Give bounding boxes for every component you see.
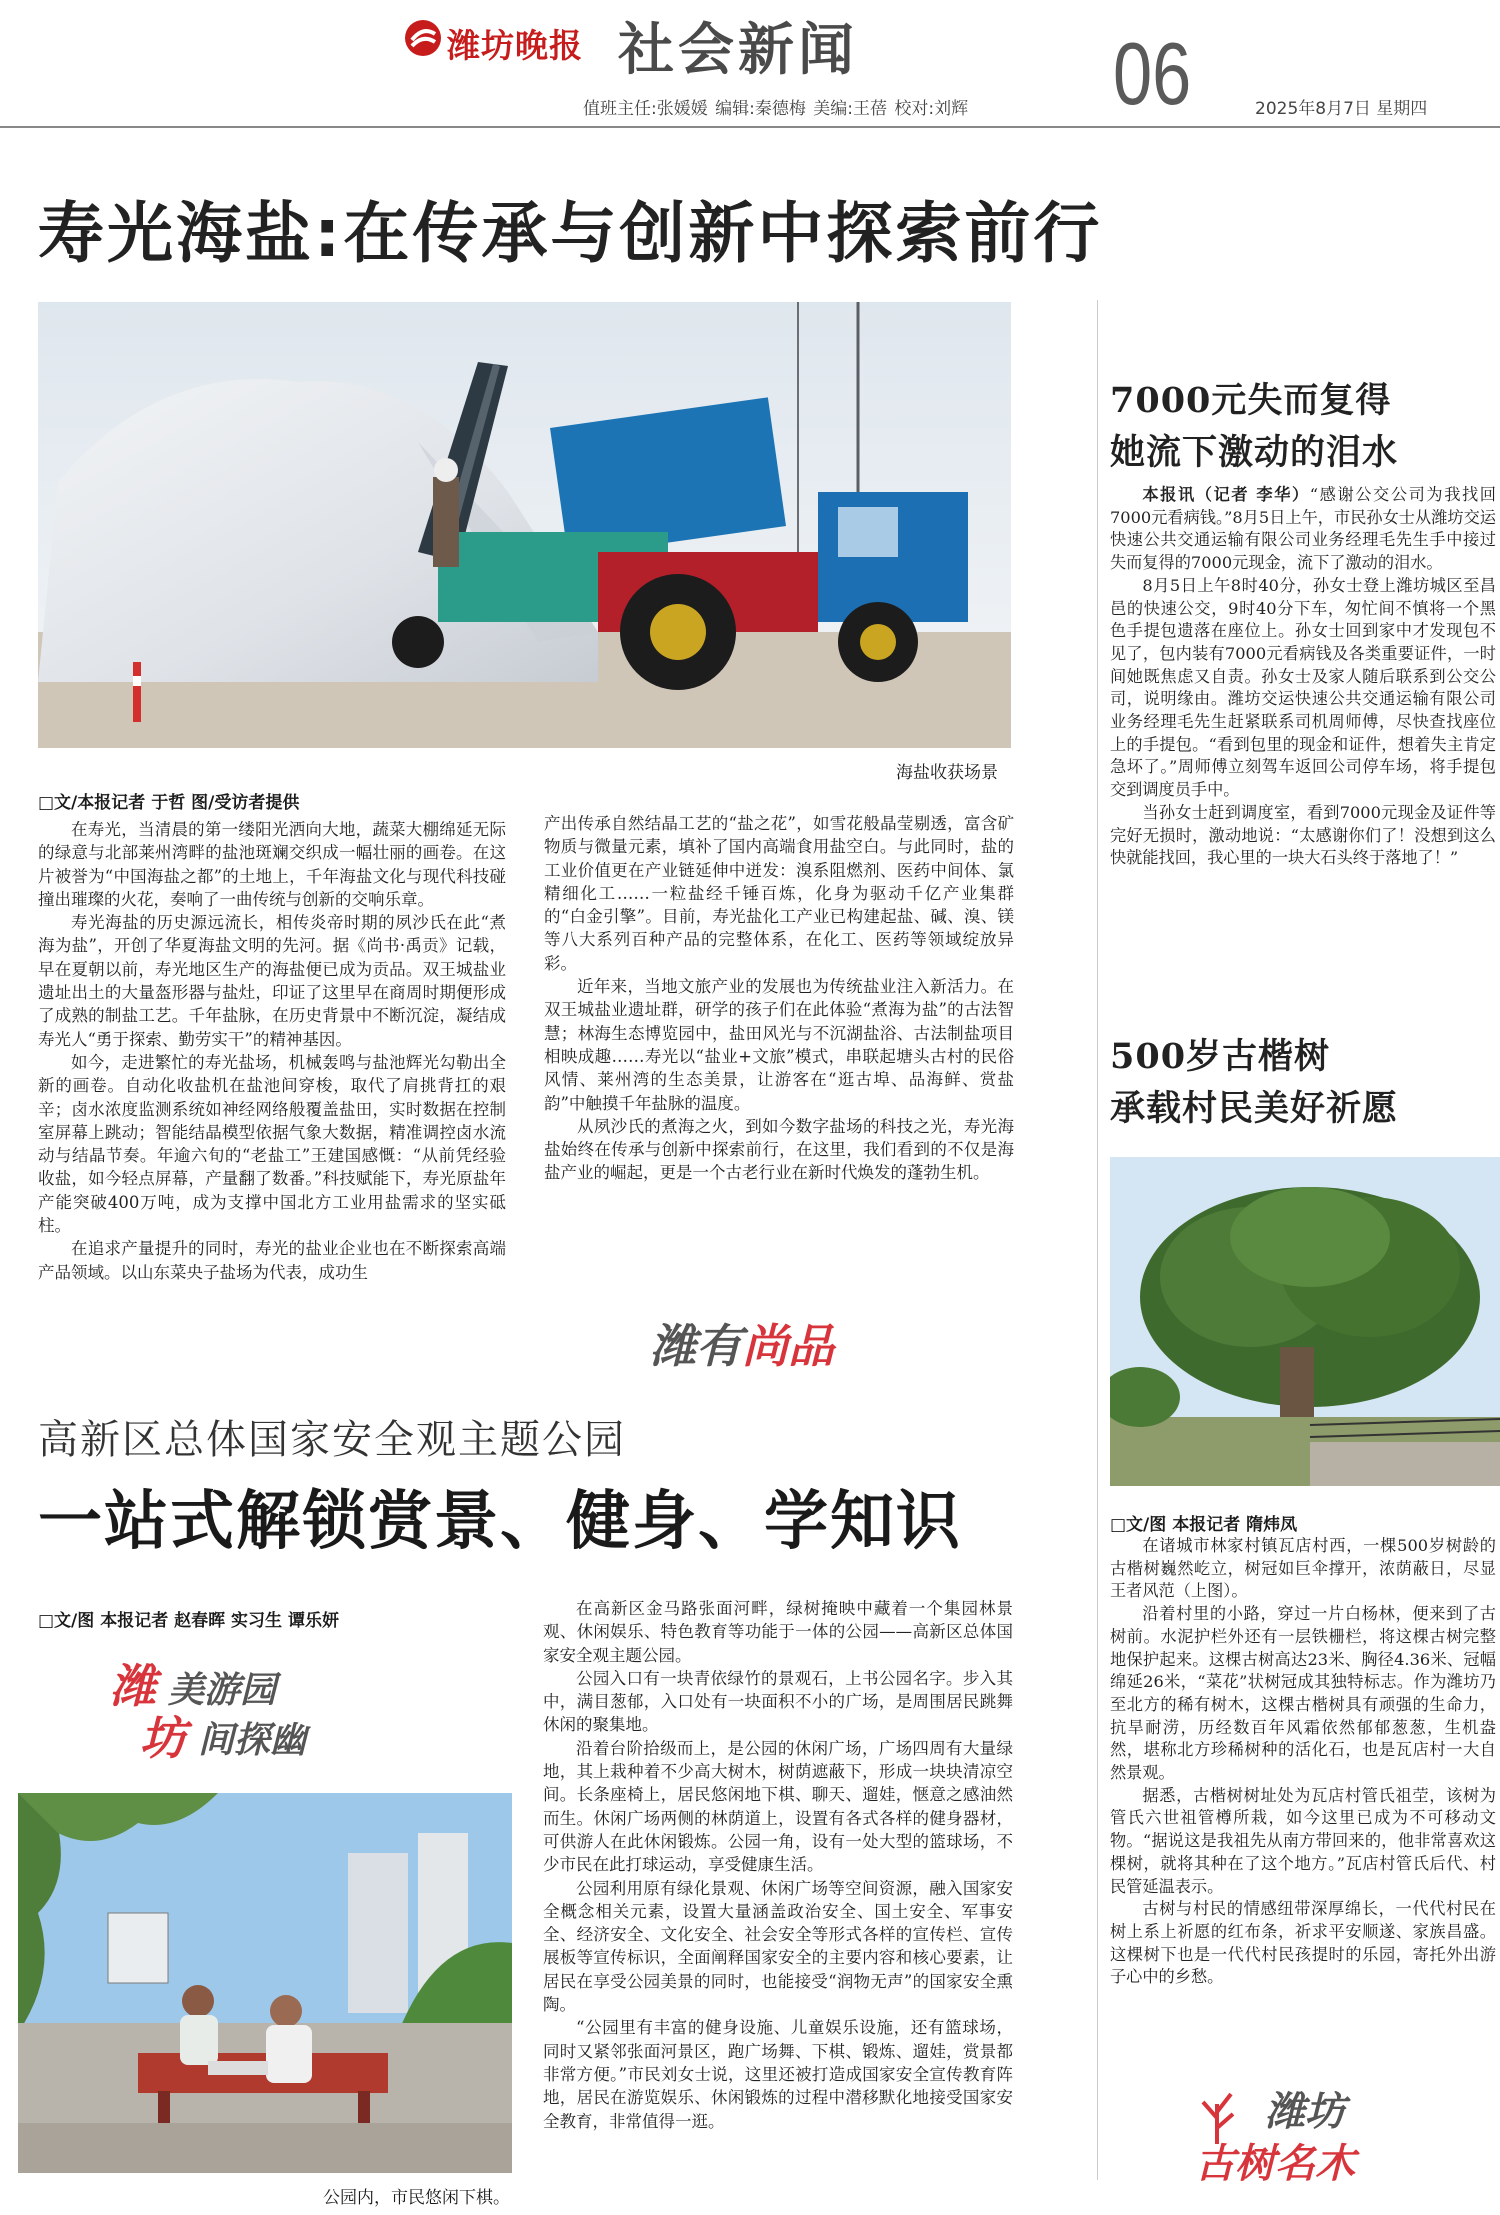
paragraph: 产出传承自然结晶工艺的“盐之花”，如雪花般晶莹剔透，富含矿物质与微量元素，填补了国内高端食用盐空白。与此同时，盐的工业价值更在产业链延伸中迸发：溴系阻燃剂、医药中间体、氯精细化工……一粒盐经千锤百炼，化身为驱动千亿产业集群的“白金引擎”。目前，寿光盐化工产业已构建起盐、碱、溴、镁等八大系列百种产品的完整体系，在化工、医药等领域绽放异彩。 — [544, 814, 1014, 973]
logo-text: 尚品 — [742, 1319, 834, 1373]
logo-text: 潍有 — [650, 1319, 742, 1373]
logo-text: 间探幽 — [198, 1720, 307, 1761]
paragraph: 古树与村民的情感纽带深厚绵长，一代代村民在树上系上祈愿的红布条，祈求平安顺遂、家族昌盛。这棵树下也是一代代村民孩提时的乐园，寄托外出游子心中的乡愁。 — [1110, 1899, 1496, 1987]
lost-money-headline — [1110, 375, 1398, 479]
park-kicker: 高新区总体国家安全观主题公园 — [38, 1417, 626, 1463]
headline-line: 7000元失而复得 — [1110, 380, 1392, 421]
paragraph: 公园利用原有绿化景观、休闲广场等空间资源，融入国家安全概念相关元素，设置大量涵盖政治安全、国土安全、军事安全、经济安全、文化安全、社会安全等形式各样的宣传栏、宣传展板等宣传标识，全面阐释国家安全的主要内容和核心要素，让居民在享受公园美景的同时，也能接受“润物无声”的国家安全熏陶。 — [543, 1878, 1013, 2015]
column-divider — [1097, 300, 1098, 2180]
section-title: 社会新闻 — [618, 17, 858, 83]
ancient-tree-photo — [1110, 1157, 1500, 1486]
logo-text: 潍 — [110, 1659, 156, 1713]
paragraph: 公园入口有一块青依绿竹的景观石，上书公园名字。步入其中，满目葱郁，入口处有一块面积不小的广场，是周围居民跳舞休闲的聚集地。 — [543, 1668, 1013, 1735]
paragraph: 据悉，古楷树树址处为瓦店村管氏祖茔，该树为管氏六世祖管樽所栽，如今这里已成为不可移动文物。“据说这是我祖先从南方带回来的，他非常喜欢这棵树，就将其种在了这个地方。”瓦店村管氏后代、村民管延温表示。 — [1110, 1785, 1496, 1896]
paragraph: 在诸城市林家村镇瓦店村西，一棵500岁树龄的古楷树巍然屹立，树冠如巨伞撑开，浓荫蔽日，尽显王者风范（上图）。 — [1110, 1536, 1496, 1601]
column-logo — [650, 1310, 834, 1376]
lead-text: “感谢公交公司为我找回7000元看病钱。”8月5日上午，市民孙女士从潍坊交运快速公共交通运输有限公司业务经理毛先生手中接过失而复得的7000元现金，流下了激动的泪水。 — [1110, 485, 1496, 573]
paragraph: 如今，走进繁忙的寿光盐场，机械轰鸣与盐池辉光勾勒出全新的画卷。自动化收盐机在盐池间穿梭，取代了肩挑背扛的艰辛；卤水浓度监测系统如神经网络般覆盖盐田，实时数据在控制室屏幕上跳动；智能结晶模型依据气象大数据，精准调控卤水流动与结晶节奏。年逾六旬的“老盐工”王建国感慨：“从前凭经验收盐，如今轻点屏幕，产量翻了数番。”科技赋能下，寿光原盐年产能突破400万吨，成为支撑中国北方工业用盐需求的坚实砥柱。 — [38, 1052, 506, 1236]
page-number: 06 — [1113, 24, 1192, 123]
article-column — [1110, 1535, 1496, 2071]
article-column — [544, 812, 1014, 1290]
masthead-divider — [0, 126, 1500, 128]
paragraph: 在寿光，当清晨的第一缕阳光洒向大地，蔬菜大棚绵延无际的绿意与北部莱州湾畔的盐池斑斓交织成一幅壮丽的画卷。在这片被誉为“中国海盐之都”的土地上，千年海盐文化与现代科技碰撞出璀璨的火花，奏响了一曲传统与创新的交响乐章。 — [38, 820, 506, 909]
salt-harvest-photo — [38, 302, 1011, 748]
paragraph — [1110, 484, 1496, 575]
logo-text: 潍坊 — [1265, 2089, 1345, 2135]
article-column — [1110, 484, 1496, 977]
article-column — [543, 1597, 1013, 2197]
article-column — [38, 818, 506, 1386]
logo-text: 坊 — [140, 1711, 186, 1765]
editor-credits: 值班主任:张媛媛 编辑:秦德梅 美编:王蓓 校对:刘辉 — [583, 99, 969, 119]
paragraph: 从夙沙氏的煮海之火，到如今数字盐场的科技之光，寿光海盐始终在传承与创新中探索前行，在这里，我们看到的不仅是海盐产业的崛起，更是一个古老行业在新时代焕发的蓬勃生机。 — [544, 1116, 1014, 1183]
paragraph: 8月5日上午8时40分，孙女士登上潍坊城区至昌邑的快速公交，9时40分下车，匆忙间不慎将一个黑色手提包遗落在座位上。孙女士回到家中才发现包不见了，包内装有7000元看病钱及各类重要证件，一时间她既焦虑又自责。孙女士及家人随后联系到公交公司，说明缘由。潍坊交运快速公共交通运输有限公司业务经理毛先生赶紧联系司机周师傅，尽快查找座位上的手提包。“看到包里的现金和证件，想着失主肯定急坏了。”周师傅立刻驾车返回公司停车场，将手提包交到调度员手中。 — [1110, 575, 1496, 800]
paragraph: “公园里有丰富的健身设施、儿童娱乐设施，还有篮球场，同时又紧邻张面河景区，跑广场舞、下棋、锻炼、遛娃，赏景都非常方便。”市民刘女士说，这里还被打造成国家安全宣传教育阵地，居民在游览娱乐、休闲锻炼的过程中潜移默化地接受国家安全教育，非常值得一逛。 — [543, 2018, 1013, 2131]
salt-headline: 寿光海盐:在传承与创新中探索前行 — [38, 195, 1103, 272]
newspaper-brand: 潍坊晚报 — [447, 26, 583, 65]
park-chess-photo — [18, 1793, 512, 2173]
headline-line: 承载村民美好祈愿 — [1110, 1088, 1399, 1129]
paragraph: 在高新区金马路张面河畔，绿树掩映中藏着一个集园林景观、休闲娱乐、特色教育等功能于一体的公园——高新区总体国家安全观主题公园。 — [543, 1599, 1013, 1665]
paragraph: 在追求产量提升的同时，寿光的盐业企业也在不断探索高端产品领域。以山东菜央子盐场为代表，成功生 — [38, 1239, 506, 1282]
logo-text: 古树名木 — [1195, 2141, 1355, 2187]
photo-caption: 海盐收获场景 — [896, 763, 998, 783]
byline: □文/图 本报记者 隋炜凤 — [1110, 1515, 1298, 1535]
byline: □文/图 本报记者 赵春晖 实习生 谭乐妍 — [38, 1611, 339, 1631]
headline-line: 500岁古楷树 — [1110, 1036, 1331, 1077]
byline: □文/本报记者 于哲 图/受访者提供 — [38, 793, 300, 813]
paragraph: 近年来，当地文旅产业的发展也为传统盐业注入新活力。在双王城盐业遗址群，研学的孩子们在此体验“煮海为盐”的古法智慧；林海生态博览园中，盐田风光与不沉湖盐浴、古法制盐项目相映成趣……寿光以“盐业+文旅”模式，串联起塘头古村的民俗风情、莱州湾的生态美景，让游客在“逛古埠、品海鲜、赏盐韵”中触摸千年盐脉的温度。 — [544, 977, 1014, 1113]
paragraph: 沿着台阶拾级而上，是公园的休闲广场，广场四周有大量绿地，其上栽种着不少高大树木，树荫遮蔽下，形成一块块清凉空间。长条座椅上，居民悠闲地下棋、聊天、遛娃，惬意之感油然而生。休闲广场两侧的林荫道上，设置有各式各样的健身器材，可供游人在此休闲锻炼。公园一角，设有一处大型的篮球场，不少市民在此打球运动，享受健康生活。 — [543, 1738, 1013, 1875]
ancient-tree-headline — [1110, 1031, 1398, 1135]
park-headline: 一站式解锁赏景、健身、学知识 — [38, 1485, 962, 1559]
photo-caption: 公园内，市民悠闲下棋。 — [323, 2188, 510, 2208]
paragraph: 当孙女士赶到调度室，看到7000元现金及证件等完好无损时，激动地说：“太感谢你们了！没想到这么快就能找回，我心里的一块大石头终于落地了！” — [1110, 802, 1496, 868]
column-logo — [1195, 2080, 1435, 2190]
paragraph: 寿光海盐的历史源远流长，相传炎帝时期的夙沙氏在此“煮海为盐”，开创了华夏海盐文明的先河。据《尚书·禹贡》记载，早在夏朝以前，寿光地区生产的海盐便已成为贡品。双王城盐业遗址出土的大量盔形器与盐灶，印证了这里早在商周时期便形成了成熟的制盐工艺。千年盐脉，在历史背景中不断沉淀，凝结成寿光人“勇于探索、勤劳实干”的精神基因。 — [38, 913, 506, 1049]
lead-dateline: 本报讯（记者 李华） — [1142, 485, 1310, 504]
newspaper-logo-icon — [403, 18, 443, 58]
headline-line: 她流下激动的泪水 — [1110, 432, 1399, 473]
logo-text: 美游园 — [168, 1670, 277, 1711]
column-logo — [110, 1650, 410, 1765]
publication-date: 2025年8月7日 星期四 — [1255, 99, 1428, 119]
paragraph: 沿着村里的小路，穿过一片白杨林，便来到了古树前。水泥护栏外还有一层铁栅栏，将这棵古树完整地保护起来。这棵古树高达23米、胸径4.36米、冠幅绵延26米，“菜花”状树冠成其独特标志。作为潍坊乃至北方的稀有树木，这棵古楷树具有顽强的生命力，抗旱耐涝，历经数百年风霜依然郁郁葱葱，生机盎然，堪称北方珍稀树种的活化石，也是瓦店村一大自然景观。 — [1110, 1604, 1496, 1783]
